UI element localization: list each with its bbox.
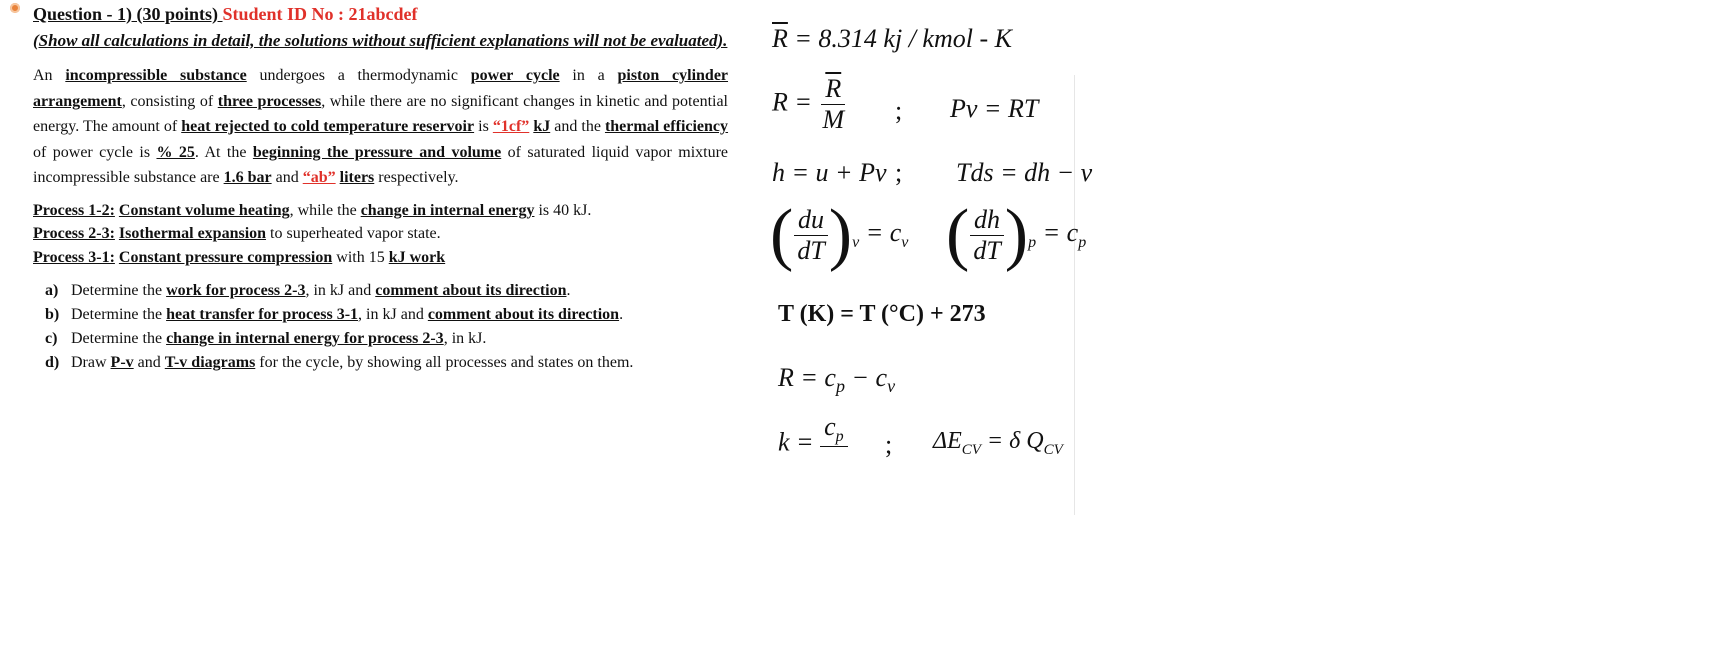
list-item: d) Draw P-v and T-v diagrams for the cycle, by showing all processes and states on them. [45, 354, 634, 371]
specific-heat-ratio: k = $c_p$ [778, 412, 848, 477]
formula-sheet [770, 0, 1093, 515]
process-line: Process 3-1: Constant pressure compression with 15 kJ work [33, 248, 446, 266]
question-title: Question - 1) (30 points) [33, 4, 223, 24]
separator: ; [895, 96, 903, 125]
student-id: Student ID No : 21abcdef [222, 4, 418, 24]
question-items [33, 279, 728, 375]
process-line: Process 1-2: Constant volume heating, while the change in internal energy is 40 kJ. [33, 201, 592, 219]
enthalpy-formula: h = u + Pv [772, 158, 887, 187]
specific-gas-constant-formula: R = $\frac{\overline{R}}{M}$ [772, 74, 845, 134]
separator: ; [885, 430, 893, 459]
list-item: c) Determine the change in internal energy for process 2-3, in kJ. [45, 330, 487, 347]
question-header [33, 3, 728, 25]
energy-balance: $\Delta E_{CV} = \delta$ $Q_{CV}$ [933, 428, 1063, 458]
mayer-relation: $R = c_p - c_v$ [778, 363, 896, 397]
cv-definition: ( $\frac{du}{dT}$ )$_v = c_v$ [770, 196, 909, 273]
formula-panel-edge [1074, 75, 1075, 515]
ideal-gas-law: Pv = RT [950, 94, 1039, 123]
problem-paragraph: An incompressible substance undergoes a thermodynamic power cycle in a piston cylinder arrangement, consisting of three processes, while there are no significant changes in kinetic and potential energy. The amount of heat rejected to cold temperature reservoir is “1cf” kJ and the thermal efficiency of power cycle is % 25. At the beginning the pressure and volume of saturated liquid vapor mixture incompressible substance are 1.6 bar and “ab” liters respectively. [33, 67, 729, 186]
gas-constant-formula: $\overline{R} = 8.314$ kj / kmol - K [772, 24, 1012, 53]
process-line: Process 2-3: Isothermal expansion to superheated vapor state. [33, 225, 441, 242]
instruction-note: (Show all calculations in detail, the solutions without sufficient explanations will not be evaluated). [33, 31, 728, 50]
record-indicator-icon [10, 3, 20, 13]
process-list [33, 199, 728, 270]
temperature-conversion: T (K) = T (°C) + 273 [778, 301, 986, 327]
question-panel [33, 0, 728, 375]
gibbs-equation: Tds = dh − v [956, 158, 1093, 187]
separator: ; [895, 158, 903, 187]
list-item: a) Determine the work for process 2-3, in kJ and comment about its direction. [45, 282, 571, 299]
list-item: b) Determine the heat transfer for process 3-1, in kJ and comment about its direction. [45, 306, 624, 323]
cp-definition: ( $\frac{dh}{dT}$ )$_p = c_p$ [946, 196, 1087, 273]
